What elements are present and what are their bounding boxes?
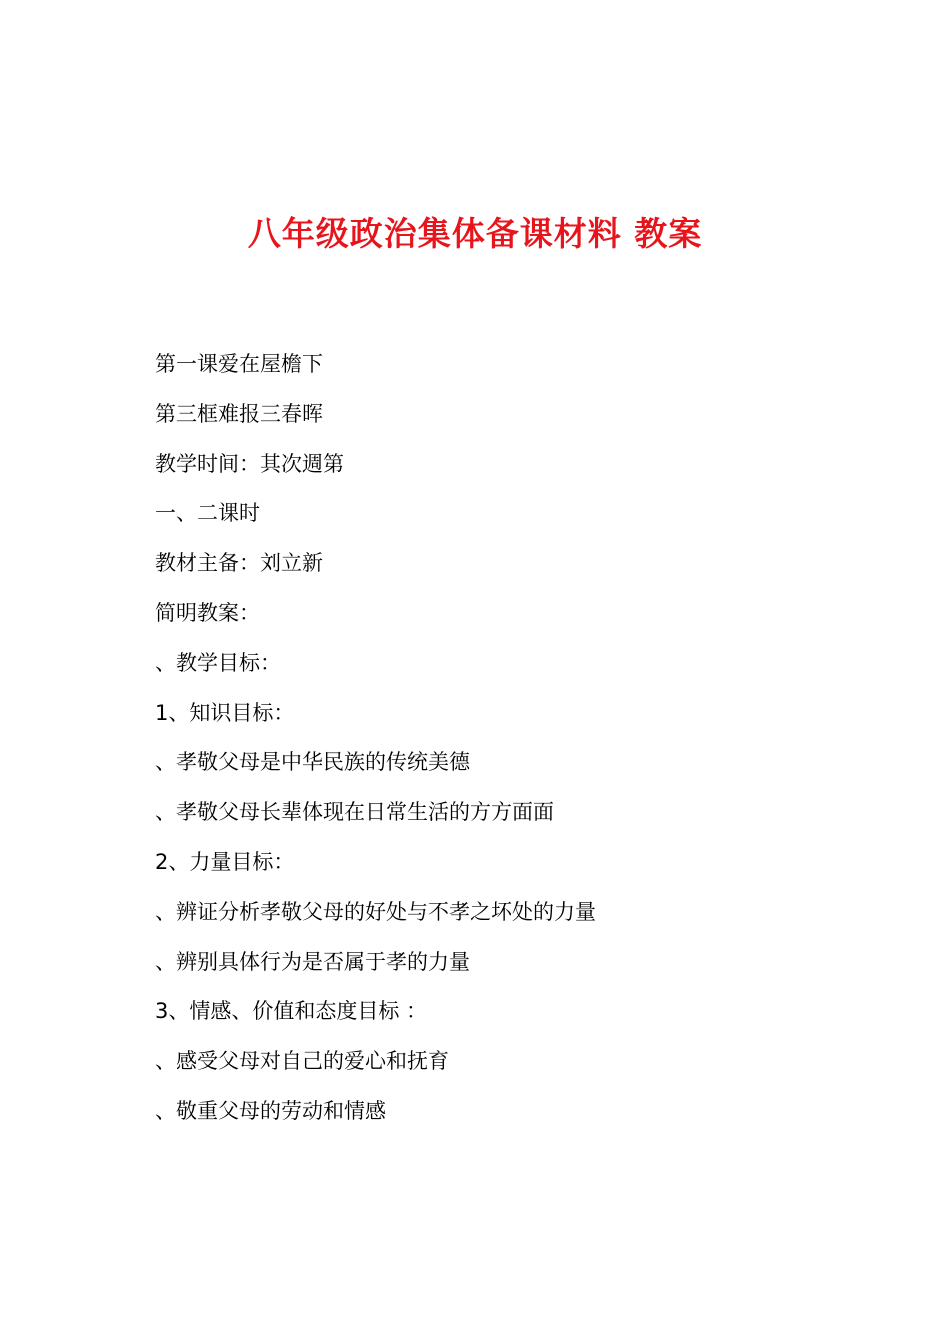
body-line: 教学时间：其次週第 xyxy=(155,451,344,476)
body-line: 一、二课时 xyxy=(155,501,260,526)
body-line: 3、情感、价值和态度目标 ： xyxy=(155,999,428,1024)
body-line: 、辨证分析孝敬父母的好处与不孝之坏处的力量 xyxy=(155,899,596,924)
document-body xyxy=(155,346,596,1143)
body-line: 第三框难报三春晖 xyxy=(155,401,323,426)
body-line: 、教学目标： xyxy=(155,650,281,675)
body-line: 、敬重父母的劳动和情感 xyxy=(155,1098,386,1123)
body-line: 1、知识目标： xyxy=(155,700,295,725)
body-line: 、感受父母对自己的爱心和抚育 xyxy=(155,1049,449,1074)
body-line: 、孝敬父母长辈体现在日常生活的方方面面 xyxy=(155,800,554,825)
body-line: 、孝敬父母是中华民族的传统美德 xyxy=(155,750,470,775)
body-line: 第一课爱在屋檐下 xyxy=(155,352,323,376)
body-line: 2、力量目标： xyxy=(155,849,295,874)
body-line: 、辨别具体行为是否属于孝的力量 xyxy=(155,949,470,974)
body-line: 教材主备：刘立新 xyxy=(155,551,323,576)
document-title: 八年级政治集体备课材料 教案 xyxy=(247,214,703,253)
body-line: 简明教案： xyxy=(155,600,260,625)
